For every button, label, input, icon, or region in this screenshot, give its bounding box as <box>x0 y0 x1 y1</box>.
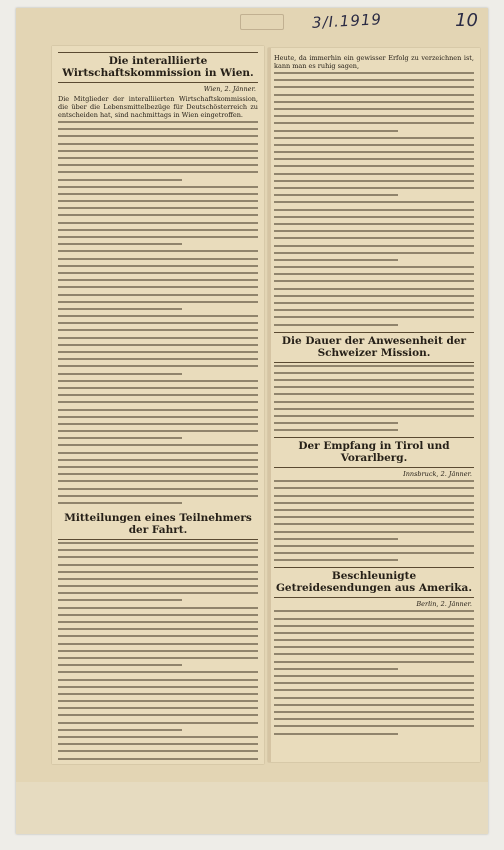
illegible-text-line <box>274 689 474 691</box>
illegible-text-line <box>274 151 474 153</box>
illegible-text-line <box>58 207 258 209</box>
illegible-text-line <box>58 286 258 288</box>
illegible-text-line <box>58 466 258 468</box>
article-subheadline: Mitteilungen eines Teilnehmers der Fahrt. <box>58 510 258 540</box>
illegible-text-line <box>274 144 474 146</box>
illegible-text-line <box>58 200 258 202</box>
illegible-text-line <box>58 380 258 382</box>
illegible-text-line <box>58 564 258 566</box>
illegible-text-line <box>58 743 258 745</box>
illegible-text-line <box>274 94 474 96</box>
illegible-text-line <box>58 628 258 630</box>
illegible-text-line <box>274 725 474 727</box>
illegible-text-line <box>58 365 258 367</box>
illegible-text-line <box>274 718 474 720</box>
illegible-text-line <box>58 430 258 432</box>
illegible-text-line <box>274 386 474 388</box>
article-headline: Die interalliierte Wirtschaftskommission in Wien. <box>58 52 258 83</box>
article-headline: Der Empfang in Tirol und Vorarlberg. <box>274 437 474 468</box>
illegible-text-line <box>58 459 258 461</box>
illegible-text-line <box>58 243 182 245</box>
illegible-text-line <box>58 294 258 296</box>
illegible-text-line <box>58 401 258 403</box>
illegible-text-line <box>274 372 474 374</box>
article-body <box>274 480 474 561</box>
illegible-text-line <box>58 556 258 558</box>
illegible-text-line <box>58 444 258 446</box>
article-lead: Die Mitglieder der interalliierten Wirtschaftskommission, die über die Lebensmittelbezüge für Deutschösterreich zu entscheiden hat, sind nachmittags in Wien eingetroffen. <box>58 95 258 119</box>
illegible-text-line <box>58 157 258 159</box>
article-headline: Die Dauer der Anwesenheit der Schweizer Mission. <box>274 332 474 363</box>
illegible-text-line <box>58 150 258 152</box>
illegible-text-line <box>58 549 258 551</box>
illegible-text-line <box>58 473 258 475</box>
illegible-text-line <box>274 415 474 417</box>
illegible-text-line <box>274 288 474 290</box>
illegible-text-line <box>58 488 258 490</box>
illegible-text-line <box>58 164 258 166</box>
illegible-text-line <box>58 179 182 181</box>
illegible-text-line <box>58 301 258 303</box>
illegible-text-line <box>274 187 474 189</box>
illegible-text-line <box>274 122 474 124</box>
illegible-text-line <box>274 625 474 627</box>
illegible-text-line <box>58 186 258 188</box>
illegible-text-line <box>274 273 474 275</box>
illegible-text-line <box>274 559 398 561</box>
illegible-text-line <box>58 621 258 623</box>
illegible-text-line <box>58 229 258 231</box>
illegible-text-line <box>58 351 258 353</box>
illegible-text-line <box>274 252 474 254</box>
illegible-text-line <box>274 266 474 268</box>
illegible-text-line <box>274 552 474 554</box>
illegible-text-line <box>274 101 474 103</box>
illegible-text-line <box>58 502 182 504</box>
illegible-text-line <box>274 487 474 489</box>
article-body <box>58 542 258 764</box>
illegible-text-line <box>274 610 474 612</box>
illegible-text-line <box>274 480 474 482</box>
illegible-text-line <box>58 722 258 724</box>
illegible-text-line <box>58 650 258 652</box>
illegible-text-line <box>58 344 258 346</box>
illegible-text-line <box>58 664 182 666</box>
illegible-text-line <box>274 245 474 247</box>
illegible-text-line <box>274 502 474 504</box>
illegible-text-line <box>58 394 258 396</box>
illegible-text-line <box>274 302 474 304</box>
illegible-text-line <box>274 379 474 381</box>
illegible-text-line <box>58 452 258 454</box>
illegible-text-line <box>58 329 258 331</box>
illegible-text-line <box>274 697 474 699</box>
illegible-text-line <box>58 409 258 411</box>
illegible-text-line <box>58 358 258 360</box>
illegible-text-line <box>58 707 258 709</box>
illegible-text-line <box>58 416 258 418</box>
illegible-text-line <box>274 495 474 497</box>
article-headline: Beschleunigte Getreidesendungen aus Amerika. <box>274 567 474 598</box>
illegible-text-line <box>274 661 474 663</box>
illegible-text-line <box>274 165 474 167</box>
illegible-text-line <box>274 516 474 518</box>
illegible-text-line <box>274 531 474 533</box>
illegible-text-line <box>58 495 258 497</box>
illegible-text-line <box>274 509 474 511</box>
illegible-text-line <box>58 750 258 752</box>
article-dateline: Wien, 2. Jänner. <box>203 85 256 93</box>
illegible-text-line <box>58 143 258 145</box>
illegible-text-line <box>274 422 398 424</box>
illegible-text-line <box>274 618 474 620</box>
illegible-text-line <box>274 523 474 525</box>
illegible-text-line <box>58 614 258 616</box>
illegible-text-line <box>58 571 258 573</box>
illegible-text-line <box>274 237 474 239</box>
illegible-text-line <box>58 250 258 252</box>
illegible-text-line <box>58 736 258 738</box>
article-body <box>274 365 474 432</box>
illegible-text-line <box>58 337 258 339</box>
article-continuation-lead: Heute, da immerhin ein gewisser Erfolg zu verzeichnen ist, kann man es ruhig sagen, <box>274 54 474 70</box>
illegible-text-line <box>58 679 258 681</box>
illegible-text-line <box>274 393 474 395</box>
illegible-text-line <box>58 279 258 281</box>
illegible-text-line <box>274 733 398 735</box>
illegible-text-line <box>58 671 258 673</box>
illegible-text-line <box>58 693 258 695</box>
illegible-text-line <box>274 137 474 139</box>
illegible-text-line <box>274 324 398 326</box>
illegible-text-line <box>58 258 258 260</box>
illegible-text-line <box>274 646 474 648</box>
illegible-text-line <box>58 657 258 659</box>
illegible-text-line <box>58 373 182 375</box>
clipping-right <box>268 48 480 762</box>
illegible-text-line <box>274 675 474 677</box>
illegible-text-line <box>274 180 474 182</box>
illegible-text-line <box>58 387 258 389</box>
illegible-text-line <box>274 668 398 670</box>
illegible-text-line <box>58 758 258 760</box>
page-bottom-margin <box>16 782 488 834</box>
illegible-text-line <box>58 585 258 587</box>
illegible-text-line <box>274 309 474 311</box>
illegible-text-line <box>58 265 258 267</box>
illegible-text-line <box>58 322 258 324</box>
article-dateline: Innsbruck, 2. Jänner. <box>403 470 472 479</box>
illegible-text-line <box>274 365 474 367</box>
illegible-text-line <box>274 632 474 634</box>
illegible-text-line <box>274 223 474 225</box>
illegible-text-line <box>58 214 258 216</box>
illegible-text-line <box>58 236 258 238</box>
illegible-text-line <box>274 108 474 110</box>
scrapbook-page <box>16 8 488 834</box>
illegible-text-line <box>274 201 474 203</box>
illegible-text-line <box>274 115 474 117</box>
illegible-text-line <box>58 135 258 137</box>
illegible-text-line <box>58 607 258 609</box>
illegible-text-line <box>58 480 258 482</box>
illegible-text-line <box>274 216 474 218</box>
illegible-text-line <box>274 280 474 282</box>
illegible-text-line <box>58 729 182 731</box>
illegible-text-line <box>58 635 258 637</box>
illegible-text-line <box>58 128 258 130</box>
illegible-text-line <box>274 173 474 175</box>
illegible-text-line <box>274 130 398 132</box>
illegible-text-line <box>274 711 474 713</box>
illegible-text-line <box>274 230 474 232</box>
illegible-text-line <box>274 545 474 547</box>
illegible-text-line <box>274 408 474 410</box>
illegible-text-line <box>58 686 258 688</box>
illegible-text-line <box>274 682 474 684</box>
illegible-text-line <box>274 429 398 431</box>
illegible-text-line <box>274 259 398 261</box>
illegible-text-line <box>274 639 474 641</box>
illegible-text-line <box>58 714 258 716</box>
article-dateline: Berlin, 2. Jänner. <box>416 600 472 609</box>
illegible-text-line <box>58 423 258 425</box>
illegible-text-line <box>274 194 398 196</box>
illegible-text-line <box>58 700 258 702</box>
archive-stamp <box>240 14 284 30</box>
illegible-text-line <box>274 295 474 297</box>
illegible-text-line <box>58 272 258 274</box>
illegible-text-line <box>58 542 258 544</box>
illegible-text-line <box>58 599 182 601</box>
illegible-text-line <box>58 171 258 173</box>
illegible-text-line <box>58 222 258 224</box>
illegible-text-line <box>274 79 474 81</box>
article-body <box>58 121 258 504</box>
article-body <box>274 610 474 734</box>
illegible-text-line <box>274 86 474 88</box>
illegible-text-line <box>274 401 474 403</box>
illegible-text-line <box>274 316 474 318</box>
illegible-text-line <box>58 578 258 580</box>
article-body <box>274 72 474 326</box>
illegible-text-line <box>58 315 258 317</box>
illegible-text-line <box>274 704 474 706</box>
illegible-text-line <box>58 592 258 594</box>
illegible-text-line <box>58 437 182 439</box>
illegible-text-line <box>274 72 474 74</box>
handwritten-date: 3/I.1919 <box>311 10 383 32</box>
illegible-text-line <box>58 193 258 195</box>
illegible-text-line <box>58 643 258 645</box>
illegible-text-line <box>58 121 258 123</box>
illegible-text-line <box>274 209 474 211</box>
illegible-text-line <box>274 653 474 655</box>
clipping-left <box>52 46 264 764</box>
illegible-text-line <box>58 308 182 310</box>
illegible-text-line <box>274 158 474 160</box>
handwritten-page-number: 10 <box>455 10 478 31</box>
illegible-text-line <box>274 538 398 540</box>
